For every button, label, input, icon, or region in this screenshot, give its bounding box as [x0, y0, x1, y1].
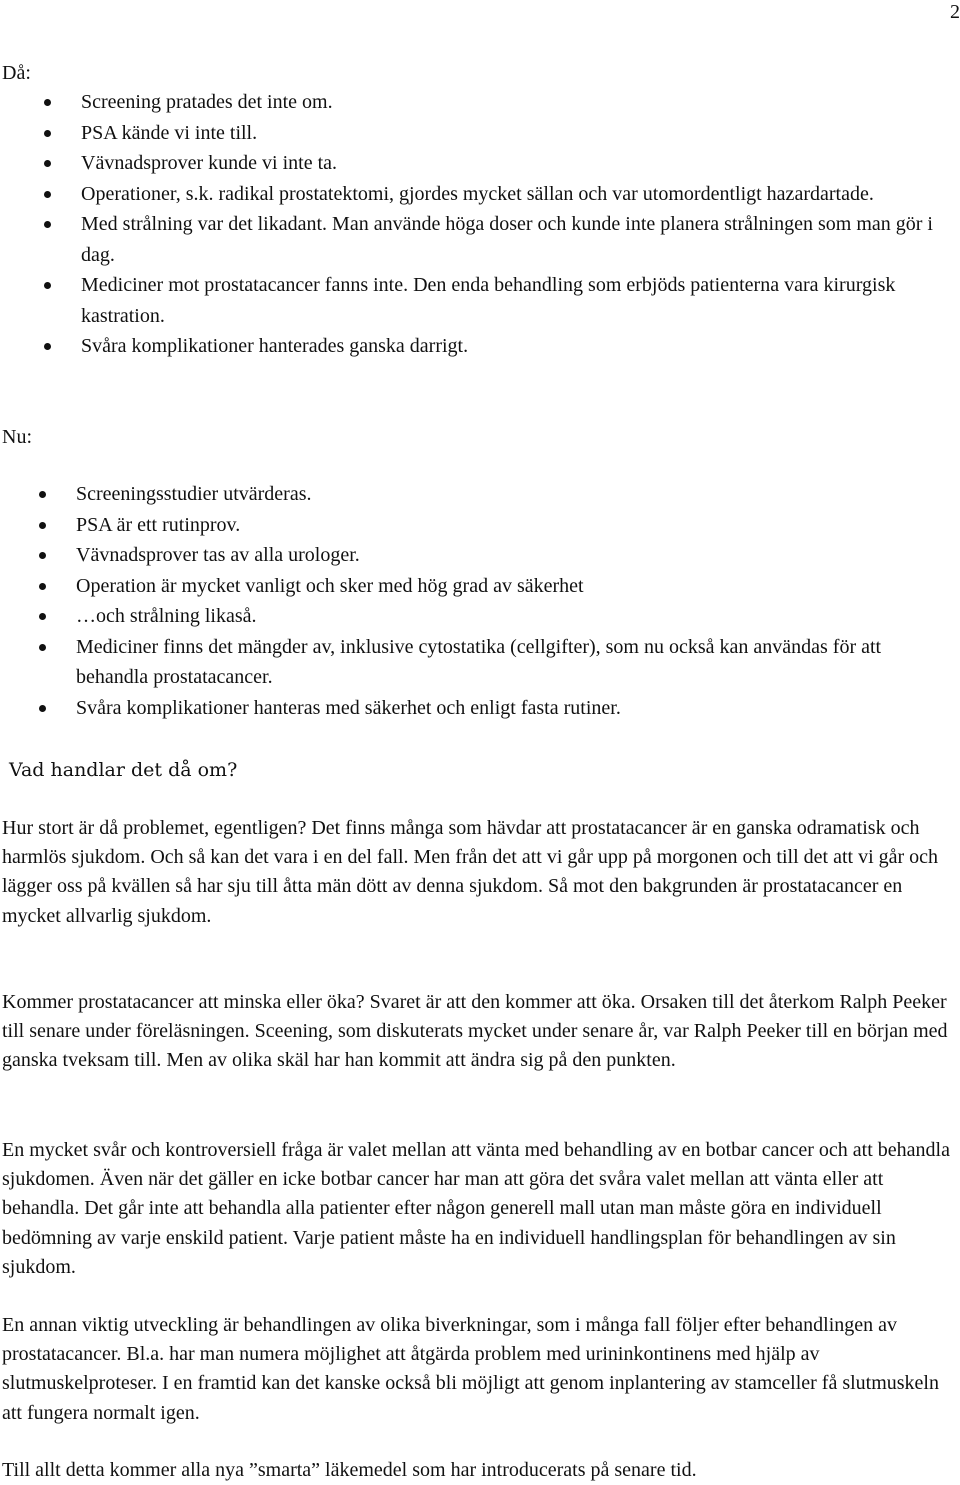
- bullet-icon: [39, 583, 46, 590]
- body-paragraph: Till allt detta kommer alla nya ”smarta” läkemedel som har introducerats på senare tid.: [2, 1459, 697, 1481]
- list-item: [81, 331, 956, 362]
- list-item-text: Screening pratades det inte om.: [81, 91, 333, 113]
- list-item: [81, 87, 956, 118]
- list-item-text: Mediciner finns det mängder av, inklusive cytostatika (cellgifter), som nu också kan användas för att behandla prostatacancer.: [76, 635, 882, 688]
- list-item: [76, 601, 956, 632]
- body-paragraph: En annan viktig utveckling är behandlingen av olika biverkningar, som i många fall följer efter behandlingen av prostatacancer. Bl.a. har man numera möjlighet att åtgärda problem med urininkontinens med hjälp av slutmuskelproteser. I en framtid kan det kanske också bli möjligt att genom inplantering av stamceller få slutmuskeln att fungera normalt igen.: [2, 1314, 939, 1424]
- list-item-text: PSA kände vi inte till.: [81, 121, 258, 144]
- list-item-text: Svåra komplikationer hanteras med säkerhet och enligt fasta rutiner.: [76, 696, 621, 719]
- list-item-text: Vävnadsprover kunde vi inte ta.: [81, 152, 338, 174]
- list-item-text: Med strålning var det likadant. Man använde höga doser och kunde inte planera strålningen som man gör i dag.: [81, 213, 933, 266]
- bullet-icon: [44, 343, 51, 350]
- now-bullet-list: [76, 479, 956, 723]
- list-item: [76, 693, 956, 724]
- body-paragraph: En mycket svår och kontroversiell fråga är valet mellan att vänta med behandling av en botbar cancer och att behandla sjukdomen. Även när det gäller en icke botbar cancer har man att göra det svåra valet mellan att vänta eller att behandla. Det går inte att behandla alla patienter efter någon generell mall utan man måste göra en individuell bedömning av varje enskild patient. Varje patient måste ha en individuell handlingsplan för behandlingen av sin sjukdom.: [2, 1139, 950, 1278]
- list-item: [76, 540, 956, 571]
- page-number: 2: [950, 1, 960, 23]
- list-item-text: PSA är ett rutinprov.: [76, 513, 241, 536]
- bullet-icon: [39, 491, 46, 498]
- list-item-text: …och strålning likaså.: [76, 605, 257, 627]
- list-item-text: Operationer, s.k. radikal prostatektomi, gjordes mycket sällan och var utomordentligt hazardartade.: [81, 182, 874, 205]
- bullet-icon: [44, 221, 51, 228]
- bullet-icon: [39, 522, 46, 529]
- list-item: [76, 479, 956, 510]
- list-item: [81, 148, 956, 179]
- then-bullet-list: [81, 87, 956, 362]
- list-item: [81, 118, 956, 149]
- list-item-text: Operation är mycket vanligt och sker med hög grad av säkerhet: [76, 574, 584, 597]
- list-item: [76, 632, 956, 693]
- list-item-text: Mediciner mot prostatacancer fanns inte. Den enda behandling som erbjöds patienterna vara kirurgisk kastration.: [81, 274, 896, 327]
- bullet-icon: [39, 613, 46, 620]
- list-item-text: Svåra komplikationer hanterades ganska darrigt.: [81, 335, 469, 357]
- body-paragraph: Kommer prostatacancer att minska eller öka? Svaret är att den kommer att öka. Orsaken till det återkom Ralph Peeker till senare under föreläsningen. Sceening, som diskuterats mycket under senare år, var Ralph Peeker till en början med ganska tveksam till. Men av olika skäl har han kommit att ändra sig på den punkten.: [2, 991, 948, 1072]
- section-heading: Vad handlar det då om?: [9, 759, 238, 781]
- bullet-icon: [44, 191, 51, 198]
- bullet-icon: [39, 552, 46, 559]
- bullet-icon: [44, 99, 51, 106]
- bullet-icon: [44, 130, 51, 137]
- now-label: Nu:: [2, 426, 32, 448]
- list-item: [81, 270, 956, 331]
- list-item-text: Screeningsstudier utvärderas.: [76, 483, 312, 505]
- list-item: [76, 510, 956, 541]
- bullet-icon: [39, 644, 46, 651]
- body-paragraph: Hur stort är då problemet, egentligen? Det finns många som hävdar att prostatacancer är en ganska odramatisk och harmlös sjukdom. Och så kan det vara i en del fall. Men från det att vi går upp på morgonen och till det att vi går och lägger oss på kvällen så har sju till åtta män dött av denna sjukdom. Så mot den bakgrunden är prostatacancer en mycket allvarlig sjukdom.: [2, 817, 939, 927]
- bullet-icon: [44, 282, 51, 289]
- list-item-text: Vävnadsprover tas av alla urologer.: [76, 544, 360, 566]
- list-item: [81, 179, 956, 210]
- list-item: [76, 571, 956, 602]
- bullet-icon: [44, 160, 51, 167]
- then-label: Då:: [2, 62, 31, 84]
- bullet-icon: [39, 705, 46, 712]
- list-item: [81, 209, 956, 270]
